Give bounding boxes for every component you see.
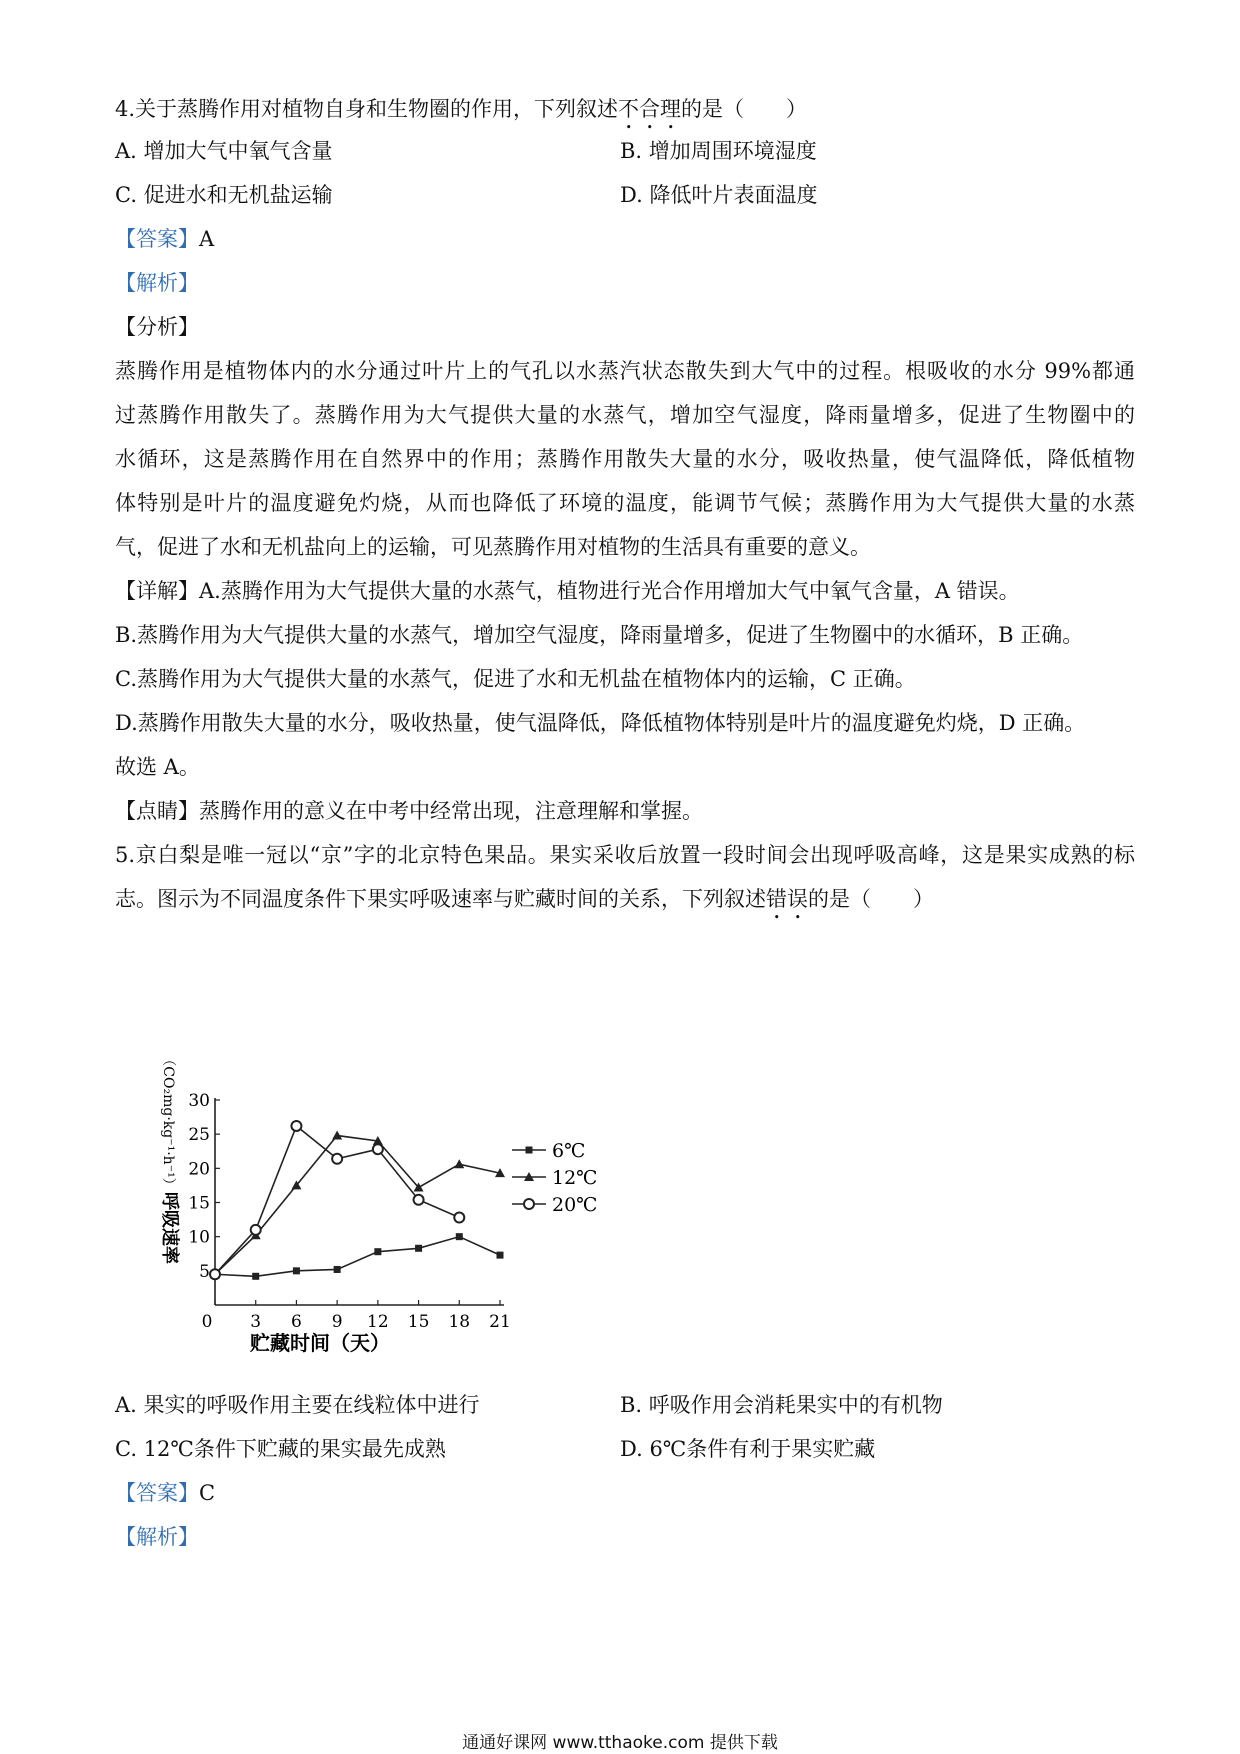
- chart-x-tick-label: 18: [448, 1312, 471, 1332]
- chart-point-square: [293, 1267, 300, 1274]
- chart-point-circle: [251, 1225, 261, 1235]
- chart-point-square: [415, 1245, 422, 1252]
- chart-y-tick-label: 10: [188, 1227, 210, 1248]
- chart-x-tick-label: 0: [201, 1312, 213, 1332]
- chart-y-tick-label: 15: [188, 1193, 210, 1214]
- chart-x-tick-label: 21: [489, 1312, 511, 1332]
- q4-option-a: A. 增加大气中氧气含量: [115, 139, 333, 163]
- chart-y-tick-label: 5: [199, 1261, 210, 1282]
- answer-tag: 【答案】: [115, 227, 199, 251]
- chart-point-circle: [210, 1269, 220, 1279]
- chart-series-line: [215, 1136, 500, 1275]
- chart-y-axis-label: [159, 1192, 181, 1264]
- q4-detail-line: B.蒸腾作用为大气提供大量的水蒸气，增加空气湿度，降雨量增多，促进了生物圈中的水循环，B 正确。: [115, 623, 1084, 647]
- chart-series-line: [215, 1237, 500, 1277]
- chart-point-square: [497, 1252, 504, 1259]
- q4-answer: [115, 224, 214, 254]
- q4-detail-line: 【详解】A.蒸腾作用为大气提供大量的水蒸气，植物进行光合作用增加大气中氧气含量，A 错误。: [115, 579, 1020, 603]
- chart-y-tick-label: 20: [188, 1159, 210, 1180]
- q5-option-a: A. 果实的呼吸作用主要在线粒体中进行: [115, 1393, 480, 1417]
- chart-x-axis-label: 贮藏时间（天）: [250, 1331, 390, 1355]
- answer-value: A: [199, 227, 215, 251]
- chart-axes: [188, 1091, 510, 1332]
- chart-point-circle: [454, 1213, 464, 1223]
- chart-y-tick-label: 25: [188, 1125, 210, 1146]
- chart-series: [210, 1121, 505, 1280]
- chart-point-circle: [524, 1199, 534, 1209]
- q4-fenxi-line: 体特别是叶片的温度避免灼烧，从而也降低了环境的温度，能调节气候；蒸腾作用为大气提供大量的水蒸: [115, 491, 1135, 515]
- q4-detail-line: D.蒸腾作用散失大量的水分，吸收热量，使气温降低，降低植物体特别是叶片的温度避免灼烧，D 正确。: [115, 711, 1086, 735]
- respiration-rate-chart: [140, 1050, 620, 1370]
- q4-detail-line: 故选 A。: [115, 755, 200, 779]
- chart-point-square: [252, 1273, 259, 1280]
- q5-option-c: C. 12℃条件下贮藏的果实最先成熟: [115, 1437, 446, 1461]
- chart-point-square: [526, 1147, 533, 1154]
- q5-answer: [115, 1478, 215, 1508]
- chart-x-tick-label: 15: [407, 1312, 430, 1332]
- q5-analysis-tag: 【解析】: [115, 1525, 199, 1549]
- chart-point-circle: [414, 1195, 424, 1205]
- q4-fenxi-line: 过蒸腾作用散失了。蒸腾作用为大气提供大量的水蒸气，增加空气湿度，降雨量增多，促进了生物圈中的: [115, 403, 1135, 427]
- q4-detail-line: C.蒸腾作用为大气提供大量的水蒸气，促进了水和无机盐在植物体内的运输，C 正确。: [115, 667, 916, 691]
- chart-point-circle: [373, 1144, 383, 1154]
- chart-point-circle: [291, 1121, 301, 1131]
- chart-legend-label: 20℃: [552, 1194, 598, 1216]
- chart-y-tick-label: 30: [188, 1091, 210, 1111]
- q4-dianjing: 【点睛】蒸腾作用的意义在中考中经常出现，注意理解和掌握。: [115, 799, 703, 823]
- q5-option-b: B. 呼吸作用会消耗果实中的有机物: [620, 1393, 943, 1417]
- chart-x-tick-label: 6: [291, 1312, 302, 1332]
- q5-stem-line2: 志。图示为不同温度条件下果实呼吸速率与贮藏时间的关系，下列叙述错误的是（ ）: [115, 887, 934, 911]
- chart-x-tick-label: 9: [331, 1312, 343, 1332]
- chart-x-tick-label: 12: [367, 1312, 389, 1332]
- q5-stem-line1: 5.京白梨是唯一冠以“京”字的北京特色果品。果实采收后放置一段时间会出现呼吸高峰，这是果实成熟的标: [115, 843, 1135, 867]
- chart-point-square: [456, 1233, 463, 1240]
- q4-stem-emphasis: 不合理: [618, 97, 682, 121]
- chart-legend: [512, 1140, 597, 1216]
- answer-tag: 【答案】: [115, 1481, 199, 1505]
- chart-y-axis-unit: [160, 1052, 176, 1191]
- chart-legend-label: 12℃: [552, 1167, 598, 1189]
- q4-fenxi-line: 水循环，这是蒸腾作用在自然界中的作用；蒸腾作用散失大量的水分，吸收热量，使气温降低，降低植物: [115, 447, 1135, 471]
- chart-point-square: [334, 1266, 341, 1273]
- q5-stem-emphasis: 错误: [766, 887, 808, 911]
- q5-option-d: D. 6℃条件有利于果实贮藏: [620, 1437, 876, 1461]
- page-footer: 通通好课网 www.tthaoke.com 提供下载: [462, 1733, 778, 1753]
- chart-point-circle: [332, 1154, 342, 1164]
- answer-value: C: [199, 1481, 216, 1505]
- chart-point-triangle: [332, 1131, 342, 1140]
- chart-point-triangle: [454, 1159, 464, 1168]
- q4-option-b: B. 增加周围环境湿度: [620, 139, 817, 163]
- chart-x-tick-label: 3: [250, 1312, 262, 1332]
- chart-point-square: [374, 1248, 381, 1255]
- q4-fenxi-line: 蒸腾作用是植物体内的水分通过叶片上的气孔以水蒸汽状态散失到大气中的过程。根吸收的水分 99%都通: [115, 359, 1135, 383]
- chart-legend-label: 6℃: [552, 1140, 586, 1162]
- chart-y-axis-label-unit: （CO₂mg·kg⁻¹·h⁻¹）: [160, 1052, 176, 1192]
- q4-fenxi-tag: 【分析】: [115, 315, 199, 339]
- q4-option-d: D. 降低叶片表面温度: [620, 183, 818, 207]
- q4-option-c: C. 促进水和无机盐运输: [115, 183, 333, 207]
- chart-y-axis-label-main: 呼吸速率: [159, 1192, 180, 1264]
- q4-stem: 4.关于蒸腾作用对植物自身和生物圈的作用，下列叙述不合理的是（ ）: [115, 97, 808, 121]
- q4-fenxi-line: 气，促进了水和无机盐向上的运输，可见蒸腾作用对植物的生活具有重要的意义。: [115, 535, 871, 559]
- q4-analysis-tag: 【解析】: [115, 271, 199, 295]
